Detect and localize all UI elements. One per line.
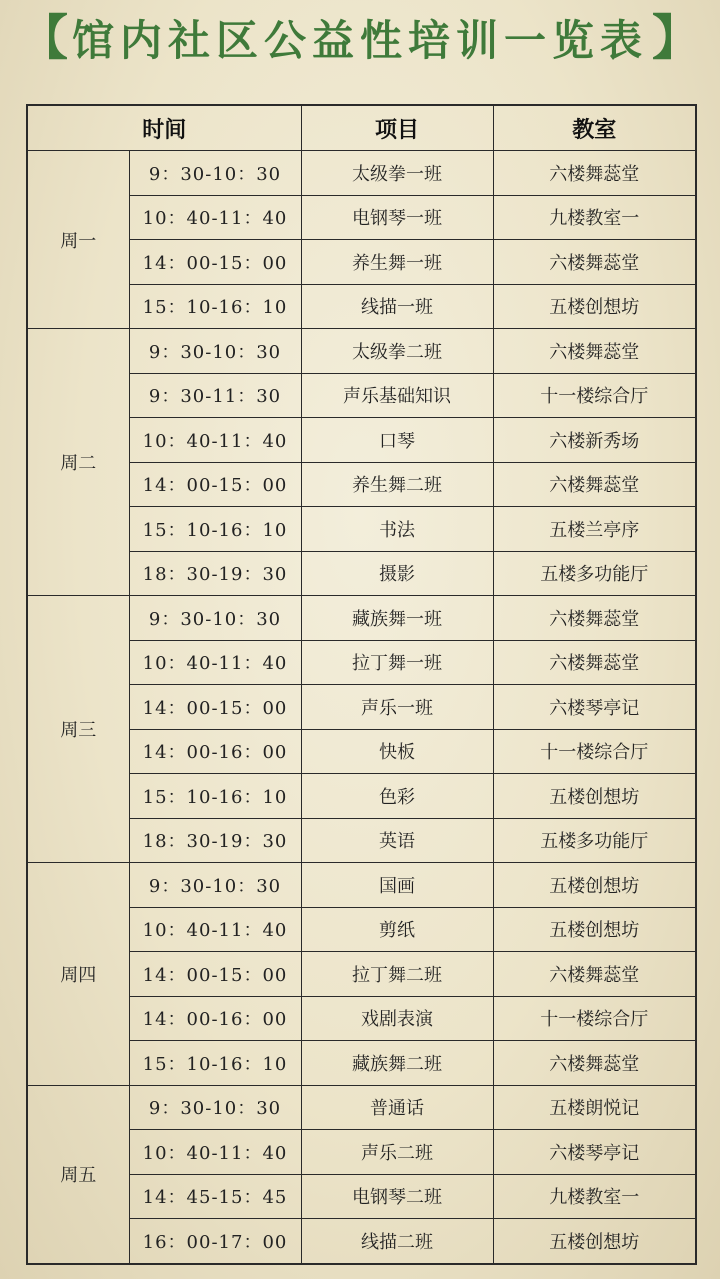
table-row <box>27 863 696 908</box>
room-cell: 五楼多功能厅 <box>493 818 696 863</box>
course-cell: 养生舞二班 <box>301 462 493 507</box>
room-cell: 十一楼综合厅 <box>493 373 696 418</box>
course-cell: 国画 <box>301 863 493 908</box>
room-cell: 六楼琴亭记 <box>493 1130 696 1175</box>
table-header-row <box>27 105 696 151</box>
course-cell: 电钢琴二班 <box>301 1174 493 1219</box>
day-cell: 周一 <box>27 151 129 329</box>
time-cell: 14：45-15：45 <box>129 1174 301 1219</box>
day-cell: 周四 <box>27 863 129 1086</box>
room-cell: 十一楼综合厅 <box>493 996 696 1041</box>
header-time: 时间 <box>27 105 301 151</box>
table-row <box>27 596 696 641</box>
time-cell: 18：30-19：30 <box>129 551 301 596</box>
time-cell: 14：00-15：00 <box>129 240 301 285</box>
table-row <box>27 329 696 374</box>
time-cell: 9：30-10：30 <box>129 151 301 196</box>
table-row <box>27 1085 696 1130</box>
time-cell: 9：30-10：30 <box>129 1085 301 1130</box>
schedule-table <box>26 104 697 1265</box>
time-cell: 14：00-15：00 <box>129 462 301 507</box>
course-cell: 声乐基础知识 <box>301 373 493 418</box>
room-cell: 六楼舞蕊堂 <box>493 462 696 507</box>
time-cell: 10：40-11：40 <box>129 1130 301 1175</box>
time-cell: 10：40-11：40 <box>129 907 301 952</box>
time-cell: 16：00-17：00 <box>129 1219 301 1264</box>
time-cell: 14：00-15：00 <box>129 685 301 730</box>
course-cell: 口琴 <box>301 418 493 463</box>
course-cell: 戏剧表演 <box>301 996 493 1041</box>
day-cell: 周二 <box>27 329 129 596</box>
course-cell: 线描一班 <box>301 284 493 329</box>
room-cell: 六楼舞蕊堂 <box>493 596 696 641</box>
room-cell: 五楼创想坊 <box>493 863 696 908</box>
room-cell: 六楼舞蕊堂 <box>493 640 696 685</box>
time-cell: 9：30-10：30 <box>129 329 301 374</box>
room-cell: 五楼创想坊 <box>493 774 696 819</box>
room-cell: 六楼新秀场 <box>493 418 696 463</box>
room-cell: 六楼琴亭记 <box>493 685 696 730</box>
time-cell: 15：10-16：10 <box>129 284 301 329</box>
time-cell: 9：30-10：30 <box>129 863 301 908</box>
course-cell: 藏族舞二班 <box>301 1041 493 1086</box>
course-cell: 英语 <box>301 818 493 863</box>
course-cell: 普通话 <box>301 1085 493 1130</box>
course-cell: 养生舞一班 <box>301 240 493 285</box>
time-cell: 10：40-11：40 <box>129 418 301 463</box>
course-cell: 快板 <box>301 729 493 774</box>
room-cell: 五楼兰亭序 <box>493 507 696 552</box>
schedule-body <box>27 151 696 1264</box>
course-cell: 拉丁舞二班 <box>301 952 493 997</box>
header-course: 项目 <box>301 105 493 151</box>
room-cell: 五楼多功能厅 <box>493 551 696 596</box>
day-cell: 周三 <box>27 596 129 863</box>
course-cell: 摄影 <box>301 551 493 596</box>
time-cell: 9：30-11：30 <box>129 373 301 418</box>
course-cell: 剪纸 <box>301 907 493 952</box>
room-cell: 五楼创想坊 <box>493 907 696 952</box>
course-cell: 拉丁舞一班 <box>301 640 493 685</box>
room-cell: 六楼舞蕊堂 <box>493 1041 696 1086</box>
time-cell: 9：30-10：30 <box>129 596 301 641</box>
header-room: 教室 <box>493 105 696 151</box>
room-cell: 五楼创想坊 <box>493 284 696 329</box>
course-cell: 声乐一班 <box>301 685 493 730</box>
room-cell: 五楼朗悦记 <box>493 1085 696 1130</box>
time-cell: 15：10-16：10 <box>129 507 301 552</box>
time-cell: 10：40-11：40 <box>129 640 301 685</box>
time-cell: 15：10-16：10 <box>129 774 301 819</box>
room-cell: 九楼教室一 <box>493 195 696 240</box>
course-cell: 书法 <box>301 507 493 552</box>
room-cell: 六楼舞蕊堂 <box>493 329 696 374</box>
page-title-bar <box>0 0 720 76</box>
room-cell: 九楼教室一 <box>493 1174 696 1219</box>
room-cell: 六楼舞蕊堂 <box>493 952 696 997</box>
title-left-bracket: 【 <box>19 10 68 66</box>
title-right-bracket: 】 <box>652 10 701 66</box>
room-cell: 六楼舞蕊堂 <box>493 151 696 196</box>
time-cell: 18：30-19：30 <box>129 818 301 863</box>
course-cell: 太级拳二班 <box>301 329 493 374</box>
room-cell: 五楼创想坊 <box>493 1219 696 1264</box>
course-cell: 电钢琴一班 <box>301 195 493 240</box>
time-cell: 14：00-16：00 <box>129 996 301 1041</box>
page-title: 馆内社区公益性培训一览表 <box>71 16 648 65</box>
day-cell: 周五 <box>27 1085 129 1264</box>
table-row <box>27 151 696 196</box>
course-cell: 线描二班 <box>301 1219 493 1264</box>
time-cell: 15：10-16：10 <box>129 1041 301 1086</box>
course-cell: 色彩 <box>301 774 493 819</box>
time-cell: 14：00-16：00 <box>129 729 301 774</box>
time-cell: 14：00-15：00 <box>129 952 301 997</box>
course-cell: 声乐二班 <box>301 1130 493 1175</box>
room-cell: 十一楼综合厅 <box>493 729 696 774</box>
time-cell: 10：40-11：40 <box>129 195 301 240</box>
course-cell: 太级拳一班 <box>301 151 493 196</box>
room-cell: 六楼舞蕊堂 <box>493 240 696 285</box>
course-cell: 藏族舞一班 <box>301 596 493 641</box>
